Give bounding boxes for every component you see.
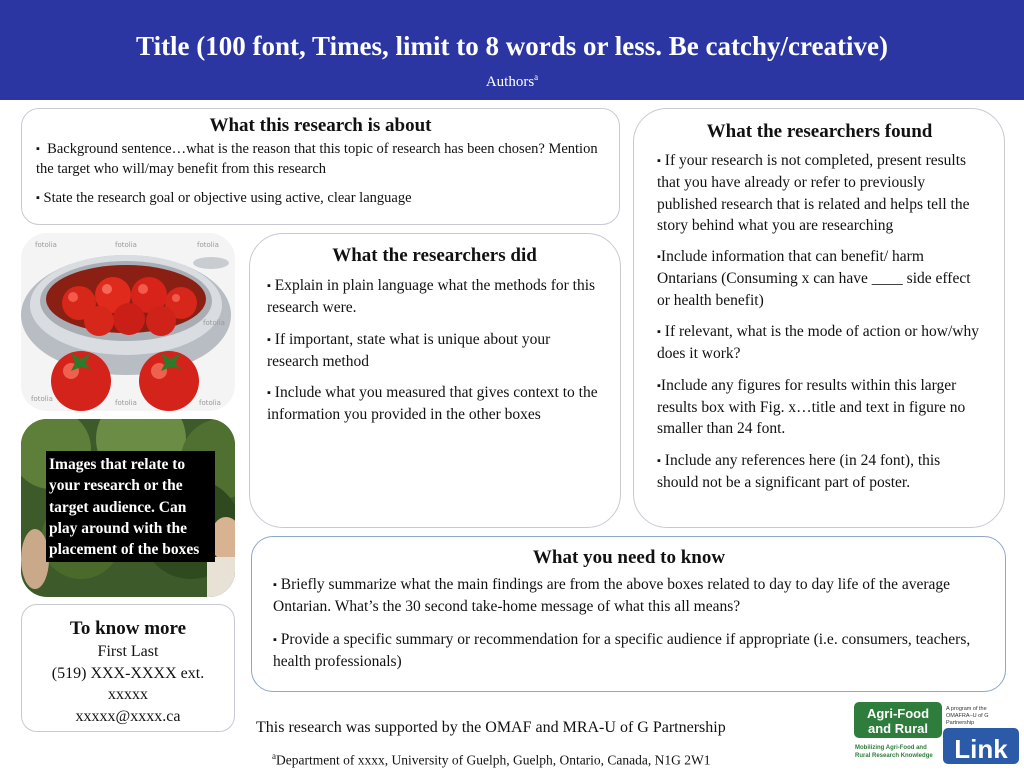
researchers-did-item (267, 275, 602, 319)
people-image (21, 419, 235, 597)
logo-graphic (853, 700, 1021, 766)
research-about-item (36, 188, 605, 208)
logo-subline: Rural Research Knowledge (855, 753, 933, 759)
research-about-heading: What this research is about (209, 115, 432, 136)
contact-email[interactable]: xxxxx@xxxx.ca (75, 707, 181, 725)
need-to-know-heading: What you need to know (532, 547, 726, 568)
contact-phone: (519) XXX-XXXX ext. (51, 664, 205, 682)
researchers-did-text: Explain in plain language what the methods for this research were. (267, 277, 596, 317)
bullet-icon: ▪ (267, 280, 271, 292)
watermark-text: fotolia (35, 241, 57, 249)
watermark-text: fotolia (115, 241, 137, 249)
researchers-found-text: If your research is not completed, present results that you have already or refer to previously published research that is related and helps tell the story behind what you are researching (657, 152, 970, 234)
tomatoes-illustration (21, 233, 235, 411)
need-to-know-box (251, 536, 1006, 692)
department-text: Department of xxxx, University of Guelph, Guelph, Ontario, Canada, N1G 2W1 (276, 752, 711, 768)
watermark-text: fotolia (115, 399, 137, 407)
researchers-found-text: Include any figures for results within this larger results box with Fig. x…title and text in figure no smaller than 24 font. (657, 376, 966, 438)
contact-extension: xxxxx (108, 686, 148, 703)
department-superscript: a (272, 751, 276, 761)
research-about-text: Background sentence…what is the reason that this topic of research has been chosen? Mention the target who will/may benefit from this research (36, 141, 598, 177)
logo-link-word: Link (954, 734, 1008, 764)
support-statement: This research was supported by the OMAF and MRA-U of G Partnership (256, 719, 726, 736)
researchers-did-item (267, 382, 602, 426)
bullet-icon: ▪ (273, 633, 277, 646)
bullet-icon: ▪ (657, 155, 661, 167)
tomatoes-image (21, 233, 235, 411)
research-about-item (36, 139, 605, 179)
bullet-icon: ▪ (657, 251, 661, 264)
contact-heading: To know more (69, 618, 187, 639)
watermark-text: fotolia (31, 395, 53, 403)
department-affiliation (272, 747, 711, 770)
bullet-icon: ▪ (657, 379, 661, 392)
watermark-text: fotolia (197, 241, 219, 249)
researchers-did-text: If important, state what is unique about your research method (267, 330, 551, 370)
logo-tagline: OMAFRA–U of G (946, 713, 989, 719)
researchers-found-text: Include any references here (in 24 font), this should not be a significant part of poster. (657, 451, 941, 491)
researchers-found-heading: What the researchers found (706, 121, 933, 142)
researchers-found-item (657, 450, 982, 494)
authors-line (0, 72, 1024, 91)
logo-tagline: A program of the (946, 706, 987, 712)
bullet-icon: ▪ (657, 326, 661, 339)
need-to-know-text: Briefly summarize what the main findings are from the above boxes related to day to day life of the average Ontarian. What’s the 30 second take-home message of what this all means? (273, 576, 951, 616)
researchers-did-box (249, 233, 621, 528)
poster-title: Title (100 font, Times, limit to 8 words or less. Be catchy/creative) (136, 31, 888, 61)
need-to-know-item (273, 629, 985, 673)
contact-box (21, 604, 235, 732)
bullet-icon: ▪ (267, 387, 271, 400)
agri-food-rural-link-logo (853, 700, 1021, 766)
researchers-found-item (657, 246, 982, 311)
need-to-know-text: Provide a specific summary or recommendation for a specific audience if appropriate (i.e. consumers, teachers, health professionals) (273, 630, 971, 670)
researchers-found-text: Include information that can benefit/ harm Ontarians (Consuming x can have ____ side effect or health benefit) (657, 248, 971, 309)
contact-name: First Last (97, 643, 159, 660)
logo-line1: Agri-Food (866, 706, 930, 721)
title-banner (0, 0, 1024, 100)
logo-tagline: Partnership (946, 720, 975, 726)
watermark-text: fotolia (199, 399, 221, 407)
researchers-found-text: If relevant, what is the mode of action or how/why does it work? (657, 323, 979, 363)
researchers-did-text: Include what you measured that gives context to the information you provided in the other boxes (267, 384, 598, 424)
bullet-icon: ▪ (267, 333, 271, 346)
need-to-know-item (273, 574, 985, 618)
researchers-did-item (267, 329, 602, 373)
researchers-found-item (657, 375, 982, 440)
research-about-box (21, 108, 620, 225)
bullet-icon: ▪ (36, 192, 40, 204)
bullet-icon: ▪ (36, 143, 40, 155)
bullet-icon: ▪ (273, 579, 277, 591)
watermark-text: fotolia (203, 319, 225, 327)
image-caption: Images that relate to your research or the target audience. Can play around with the placement of the boxes (46, 451, 215, 562)
bullet-icon: ▪ (657, 454, 661, 467)
logo-subline: Mobilizing Agri-Food and (855, 745, 927, 751)
researchers-found-item (657, 150, 982, 236)
research-about-text: State the research goal or objective using active, clear language (43, 190, 412, 206)
authors-superscript: a (534, 72, 539, 82)
researchers-found-box (633, 108, 1005, 528)
researchers-found-item (657, 321, 982, 365)
researchers-did-heading: What the researchers did (332, 245, 537, 266)
authors-text: Authors (485, 74, 535, 90)
logo-line2: and Rural (868, 721, 928, 736)
